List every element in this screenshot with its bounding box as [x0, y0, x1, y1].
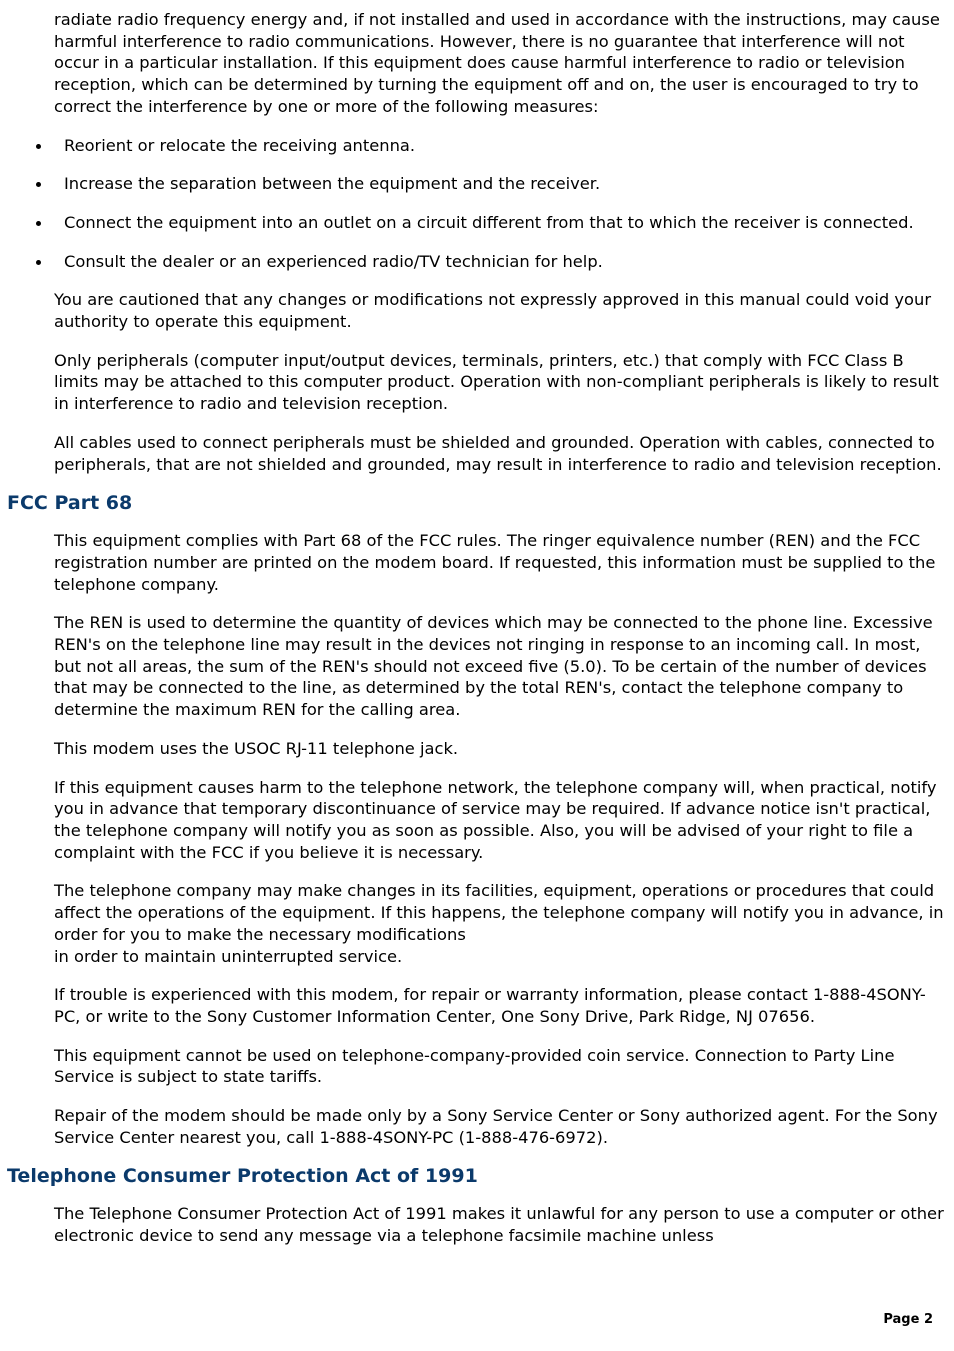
- cables-paragraph: All cables used to connect peripherals must be shielded and grounded. Operation with cables, connected to peripherals, that are not shielded and grounded, may result in interference to radio and television reception.: [54, 432, 942, 474]
- bullet-icon: [36, 144, 41, 149]
- list-item: Connect the equipment into an outlet on a circuit different from that to which the receiver is connected.: [64, 212, 924, 234]
- service-center-paragraph: Repair of the modem should be made only by a Sony Service Center or Sony authorized agent. For the Sony Service Center nearest you, call 1-888-4SONY-PC (1-888-476-6972).: [54, 1106, 938, 1147]
- part68-compliance-paragraph: This equipment complies with Part 68 of the FCC rules. The ringer equivalence number (REN) and the FCC registration number are printed on the modem board. If requested, this information must be supplied to the telephone company.: [54, 531, 936, 594]
- jack-paragraph: This modem uses the USOC RJ-11 telephone jack.: [54, 738, 459, 758]
- list-item: Reorient or relocate the receiving antenna.: [64, 135, 924, 157]
- coin-service-paragraph: This equipment cannot be used on telephone-company-provided coin service. Connection to Party Line Service is subject to state tariffs.: [54, 1045, 895, 1087]
- bullet-icon: [36, 221, 41, 226]
- intro-paragraph: radiate radio frequency energy and, if not installed and used in accordance with the instructions, may cause harmful interference to radio communications. However, there is no guarantee that interference will not occur in a particular installation. If this equipment does cause harmful interference to radio or television reception, which can be determined by turning the equipment off and on, the user is encouraged to try to correct the interference by one or more of the following measures:: [54, 10, 940, 116]
- peripherals-paragraph: Only peripherals (computer input/output devices, terminals, printers, etc.) that comply with FCC Class B limits may be attached to this computer product. Operation with non-compliant peripherals is likely to result in interference to radio and television reception.: [54, 350, 939, 414]
- page-number: Page 2: [883, 1312, 933, 1327]
- modifications-caution-paragraph: You are cautioned that any changes or modifications not expressly approved in this manual could void your authority to operate this equipment.: [54, 290, 932, 332]
- tcpa-heading: Telephone Consumer Protection Act of 1991: [7, 1165, 478, 1188]
- list-item: Consult the dealer or an experienced radio/TV technician for help.: [64, 251, 924, 273]
- document-body: [0, 9, 954, 1247]
- ren-paragraph: The REN is used to determine the quantity of devices which may be connected to the phone line. Excessive REN's on the telephone line may result in the devices not ringing in response to an incoming call. In most, but not all areas, the sum of the REN's should not exceed five (5.0). To be certain of the number of devices that may be connected to the line, as determined by the total REN's, contact the telephone company to determine the maximum REN for the calling area.: [54, 613, 933, 720]
- tcpa-paragraph: The Telephone Consumer Protection Act of 1991 makes it unlawful for any person to use a computer or other electronic device to send any message via a telephone facsimile machine unless: [54, 1204, 944, 1246]
- fcc-part-68-heading: FCC Part 68: [7, 492, 133, 515]
- bullet-icon: [36, 260, 41, 265]
- list-item: Increase the separation between the equipment and the receiver.: [64, 173, 924, 195]
- telephone-changes-paragraph: The telephone company may make changes in its facilities, equipment, operations or procedures that could affect the operations of the equipment. If this happens, the telephone company will notify you in advance, in order for you to make the necessary modifications in order to maintain uninterrupted service.: [54, 881, 944, 966]
- repair-contact-paragraph: If trouble is experienced with this modem, for repair or warranty information, please contact 1-888-4SONY-PC, or write to the Sony Customer Information Center, One Sony Drive, Park Ridge, NJ 07656.: [54, 985, 926, 1026]
- interference-measures-list: [0, 135, 954, 273]
- bullet-icon: [36, 182, 41, 187]
- network-harm-paragraph: If this equipment causes harm to the telephone network, the telephone company will, when practical, notify you in advance that temporary discontinuance of service may be required. If advance notice isn't practical, the telephone company will notify you as soon as possible. Also, you will be advised of your right to file a complaint with the FCC if you believe it is necessary.: [54, 777, 937, 862]
